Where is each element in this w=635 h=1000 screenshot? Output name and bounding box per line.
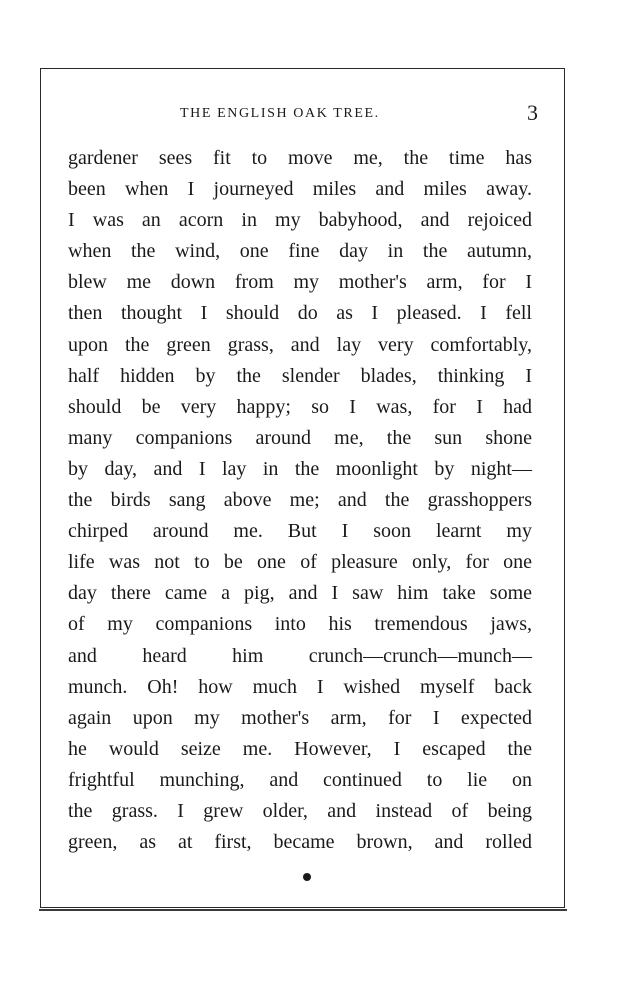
running-title: THE ENGLISH OAK TREE.: [180, 106, 380, 121]
text-line: when the wind, one fine day in the autumn,: [68, 240, 532, 263]
page-number: 3: [527, 100, 538, 125]
text-line: blew me down from my mother's arm, for I: [68, 271, 532, 294]
text-line: many companions around me, the sun shone: [68, 426, 532, 449]
text-line: by day, and I lay in the moonlight by night—: [68, 457, 532, 480]
text-line: life was not to be one of pleasure only, for one: [68, 551, 532, 574]
text-line: should be very happy; so I was, for I had: [68, 395, 532, 418]
text-line: he would seize me. However, I escaped the: [68, 737, 532, 760]
running-head: [70, 100, 540, 128]
text-line: been when I journeyed miles and miles away.: [68, 178, 532, 201]
text-line: the birds sang above me; and the grasshoppers: [68, 489, 532, 512]
text-line: the grass. I grew older, and instead of being: [68, 799, 532, 822]
text-line: half hidden by the slender blades, thinking I: [68, 364, 532, 387]
text-line: of my companions into his tremendous jaws,: [68, 613, 532, 636]
body-text: [68, 143, 532, 858]
signature-mark-icon: [303, 873, 311, 881]
text-line: and heard him crunch—crunch—munch—: [68, 644, 532, 667]
text-line: munch. Oh! how much I wished myself back: [68, 675, 532, 698]
text-line: again upon my mother's arm, for I expected: [68, 706, 532, 729]
text-line: day there came a pig, and I saw him take some: [68, 582, 532, 605]
text-line: gardener sees fit to move me, the time has: [68, 147, 532, 169]
text-line: then thought I should do as I pleased. I fell: [68, 302, 532, 325]
text-line: frightful munching, and continued to lie on: [68, 768, 532, 791]
text-line: green, as at first, became brown, and rolled: [68, 831, 532, 854]
text-line: chirped around me. But I soon learnt my: [68, 520, 532, 543]
text-line: I was an acorn in my babyhood, and rejoiced: [68, 209, 532, 232]
text-line: upon the green grass, and lay very comfortably,: [68, 333, 532, 356]
